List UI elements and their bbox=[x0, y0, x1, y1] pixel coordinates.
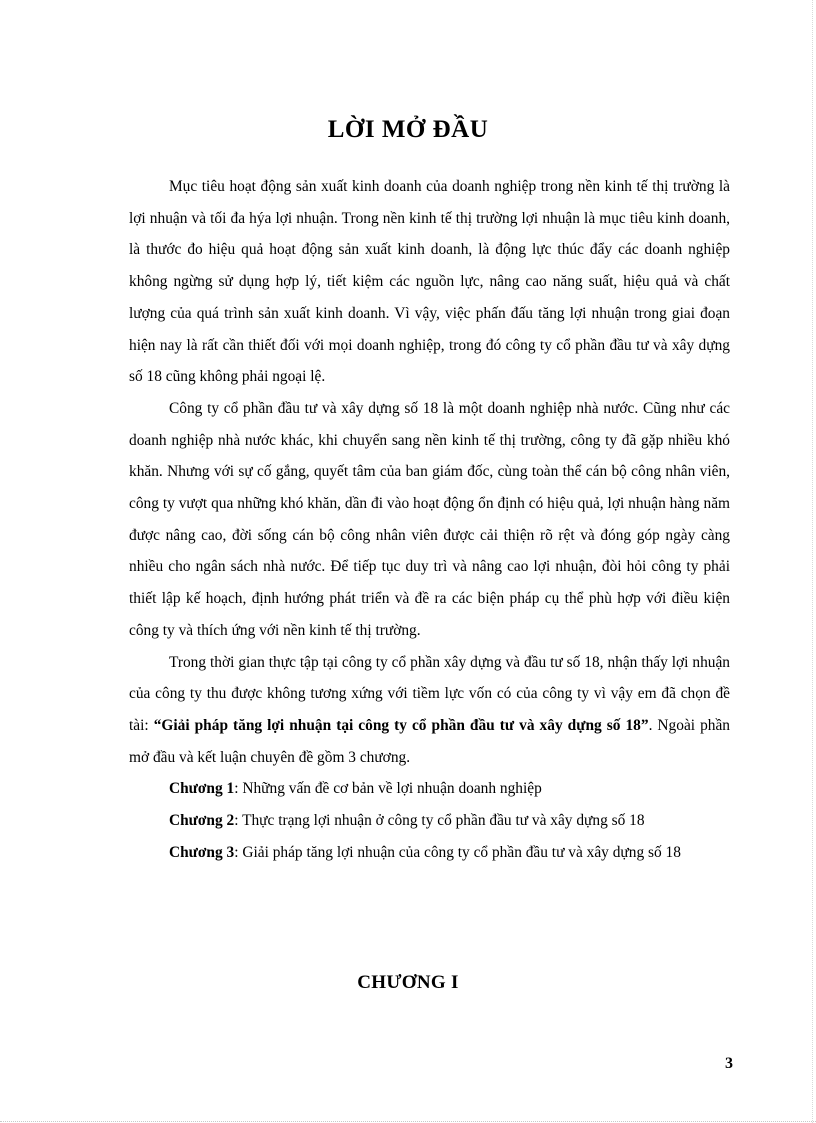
chapter-label: Chương 1 bbox=[169, 780, 235, 798]
page-title: LỜI MỞ ĐẦU bbox=[327, 116, 489, 143]
topic-text-before: Trong thời gian thực tập tại công ty cổ phần xây dựng và đầu tư số 18, nhận thấy lợi nhuận của công ty thu được không tương xứng với tiềm lực vốn có của công ty vì vậy em đã chọn đề tài: bbox=[129, 653, 730, 734]
company-paragraph: Công ty cổ phần đầu tư và xây dựng số 18 là một doanh nghiệp nhà nước. Cũng như các doanh nghiệp nhà nước khác, khi chuyển sang nền kinh tế thị trường, công ty đã gặp nhiều khó khăn. Nhưng với sự cố gắng, quyết tâm của ban giám đốc, cùng toàn thể cán bộ công nhân viên, công ty vượt qua những khó khăn, dần đi vào hoạt động ổn định có hiệu quả, lợi nhuận hàng năm được nâng cao, đời sống cán bộ công nhân viên được cải thiện rõ rệt và đóng góp ngày càng nhiều cho ngân sách nhà nước. Để tiếp tục duy trì và nâng cao lợi nhuận, đòi hỏi công ty phải thiết lập kế hoạch, định hướng phát triển và đề ra các biện pháp cụ thể phù hợp với điều kiện công ty và thích ứng với nền kinh tế thị trường. bbox=[129, 399, 730, 639]
chapter-item-2 bbox=[129, 805, 730, 837]
chapter-description: : Giải pháp tăng lợi nhuận của công ty cổ phần đầu tư và xây dựng số 18 bbox=[234, 843, 681, 861]
intro-paragraph: Mục tiêu hoạt động sản xuất kinh doanh của doanh nghiệp trong nền kinh tế thị trường là lợi nhuận và tối đa hýa lợi nhuận. Trong nền kinh tế thị trường lợi nhuận là mục tiêu kinh doanh, là thước đo hiệu quả hoạt động sản xuất kinh doanh, là động lực thúc đẩy các doanh nghiệp không ngừng sử dụng hợp lý, tiết kiệm các nguồn lực, nâng cao năng suất, hiệu quả và chất lượng của quá trình sản xuất kinh doanh. Vì vậy, việc phấn đấu tăng lợi nhuận trong giai đoạn hiện nay là rất cần thiết đối với mọi doanh nghiệp, trong đó công ty cổ phần đầu tư và xây dựng số 18 cũng không phải ngoại lệ. bbox=[129, 178, 730, 386]
chapter-label: Chương 3 bbox=[169, 843, 235, 861]
chapter-description: : Những vấn đề cơ bản về lợi nhuận doanh nghiệp bbox=[234, 780, 542, 798]
page-number: 3 bbox=[725, 1055, 733, 1072]
page-bottom-border bbox=[0, 1121, 816, 1122]
document-body bbox=[129, 171, 730, 868]
chapter-item-3 bbox=[129, 837, 730, 869]
chapter-item-1 bbox=[129, 773, 730, 805]
chapter-heading: CHƯƠNG I bbox=[357, 972, 459, 993]
chapter-description: : Thực trạng lợi nhuận ở công ty cổ phần đầu tư và xây dựng số 18 bbox=[234, 812, 645, 830]
topic-text-after: . Ngoài phần mở đầu và kết luận chuyên đề gồm 3 chương. bbox=[129, 716, 730, 766]
chapter-list bbox=[129, 773, 730, 868]
page-right-border bbox=[812, 0, 813, 1123]
topic-title: “Giải pháp tăng lợi nhuận tại công ty cổ phần đầu tư và xây dựng số 18” bbox=[153, 716, 649, 734]
chapter-label: Chương 2 bbox=[169, 812, 235, 830]
topic-paragraph bbox=[129, 647, 730, 774]
